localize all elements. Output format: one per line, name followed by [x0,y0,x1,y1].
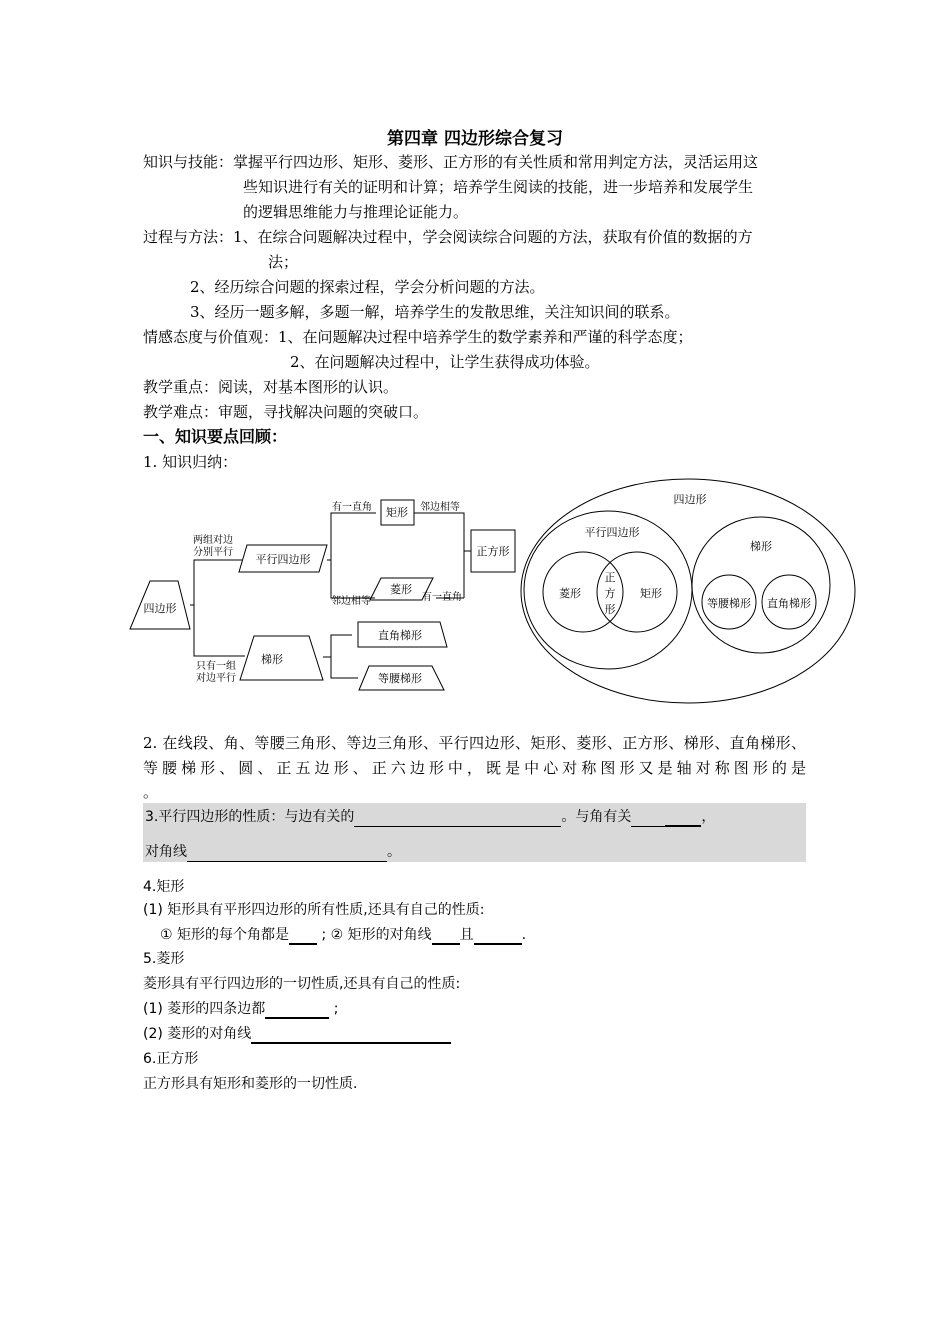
q5-p2: (1) 菱形的四条边都 ; [143,1001,339,1017]
q2-line1: 2. 在线段、角、等腰三角形、等边三角形、平行四边形、矩形、菱形、正方形、梯形、直角梯形、 [143,734,806,752]
knowledge-objective-line3: 的逻辑思维能力与推理论证能力。 [243,203,469,221]
tree-rect-label: 矩形 [386,506,408,519]
difficulty-point: 教学难点：审题，寻找解决问题的突破口。 [143,403,429,421]
venn-square-label-1: 正 [604,571,616,584]
tree-rhombus-label: 菱形 [390,583,412,596]
tree-cond-trap-2: 对边平行 [196,673,236,684]
q4-blank-diagonal-b[interactable] [474,928,522,945]
q3-blank-angle-b[interactable] [665,810,701,827]
tree-quad-label: 四边形 [143,602,177,615]
q3-line2: 对角线 。 [145,844,401,860]
q6-p1: 正方形具有矩形和菱形的一切性质. [143,1076,358,1092]
process-objective-line3: 3、经历一题多解，多题一解，培养学生的发散思维，关注知识间的联系。 [190,303,680,321]
q5-blank-diagonal[interactable] [251,1027,451,1044]
key-point: 教学重点：阅读，对基本图形的认识。 [143,378,399,396]
q4-p2: ① 矩形的每个角都是 ; ② 矩形的对角线 且 . [160,927,527,943]
venn-trap-label: 梯形 [750,540,772,553]
q2-line3: 。 [143,783,159,801]
tree-iso-trap-label: 等腰梯形 [378,672,422,685]
emotion-objective-line2: 2、在问题解决过程中，让学生获得成功体验。 [290,353,600,371]
knowledge-objective-line2: 些知识进行有关的证明和计算；培养学生阅读的技能，进一步培养和发展学生 [243,178,754,196]
q3-blank-diagonal[interactable] [187,846,387,862]
venn-para-label: 平行四边形 [584,526,640,539]
page-title: 第四章 四边形综合复习 [387,129,563,149]
venn-right-trap-label: 直角梯形 [767,597,811,610]
process-objective-line2: 2、经历综合问题的探索过程，学会分析问题的方法。 [190,278,545,296]
tree-para-label: 平行四边形 [255,553,311,566]
emotion-objective-line1: 情感态度与价值观：1、在问题解决过程中培养学生的数学素养和严谨的科学态度； [143,328,693,346]
q5-p3: (2) 菱形的对角线 [143,1024,451,1044]
q3-blank-angle-a[interactable] [631,811,665,827]
tree-adjacent-eq-bottom: 邻边相等 [331,596,371,607]
item1-label: 1. 知识归纳： [143,453,238,471]
venn-rect-label: 矩形 [640,587,662,600]
tree-trap-label: 梯形 [261,653,283,666]
q6-heading: 6.正方形 [143,1051,199,1067]
venn-square-label-3: 形 [604,603,616,616]
process-objective-line1: 过程与方法：1、在综合问题解决过程中，学会阅读综合问题的方法，获取有价值的数据的方 [143,228,753,246]
tree-adjacent-eq-top: 邻边相等 [420,502,460,513]
venn-iso-trap-label: 等腰梯形 [707,597,751,610]
q4-p1: (1) 矩形具有平形四边形的所有性质,还具有自己的性质: [143,902,485,918]
section-heading: 一、知识要点回顾： [143,427,288,446]
process-objective-line1b: 法； [268,253,299,271]
q5-heading: 5.菱形 [143,951,185,967]
q5-p1: 菱形具有平行四边形的一切性质,还具有自己的性质: [143,976,461,992]
tree-right-angle-bottom: 有一直角 [422,592,462,603]
q4-blank-angle[interactable] [289,928,317,945]
q3-line1: 3.平行四边形的性质：与边有关的 。与角有关 ， [145,809,716,825]
q4-heading: 4.矩形 [143,879,185,895]
tree-cond-para-2: 分别平行 [193,547,233,558]
tree-square-label: 正方形 [476,545,510,558]
q2-line2: 等腰梯形、圆、正五边形、正六边形中，既是中心对称图形又是轴对称图形的是 [143,759,806,777]
venn-outer-label: 四边形 [673,493,707,506]
tree-right-angle-top: 有一直角 [332,502,372,513]
venn-trap-ellipse [692,517,830,653]
knowledge-objective-line1: 知识与技能：掌握平行四边形、矩形、菱形、正方形的有关性质和常用判定方法，灵活运用这 [143,153,759,171]
venn-rhombus-label: 菱形 [559,587,581,600]
tree-right-trap-label: 直角梯形 [378,629,422,642]
q5-blank-sides[interactable] [265,1002,329,1019]
q3-blank-side[interactable] [354,811,561,827]
tree-cond-trap-1: 只有一组 [196,661,236,672]
tree-cond-para-1: 两组对边 [193,535,233,546]
q4-blank-diagonal-a[interactable] [432,928,460,945]
venn-square-label-2: 方 [604,587,616,600]
